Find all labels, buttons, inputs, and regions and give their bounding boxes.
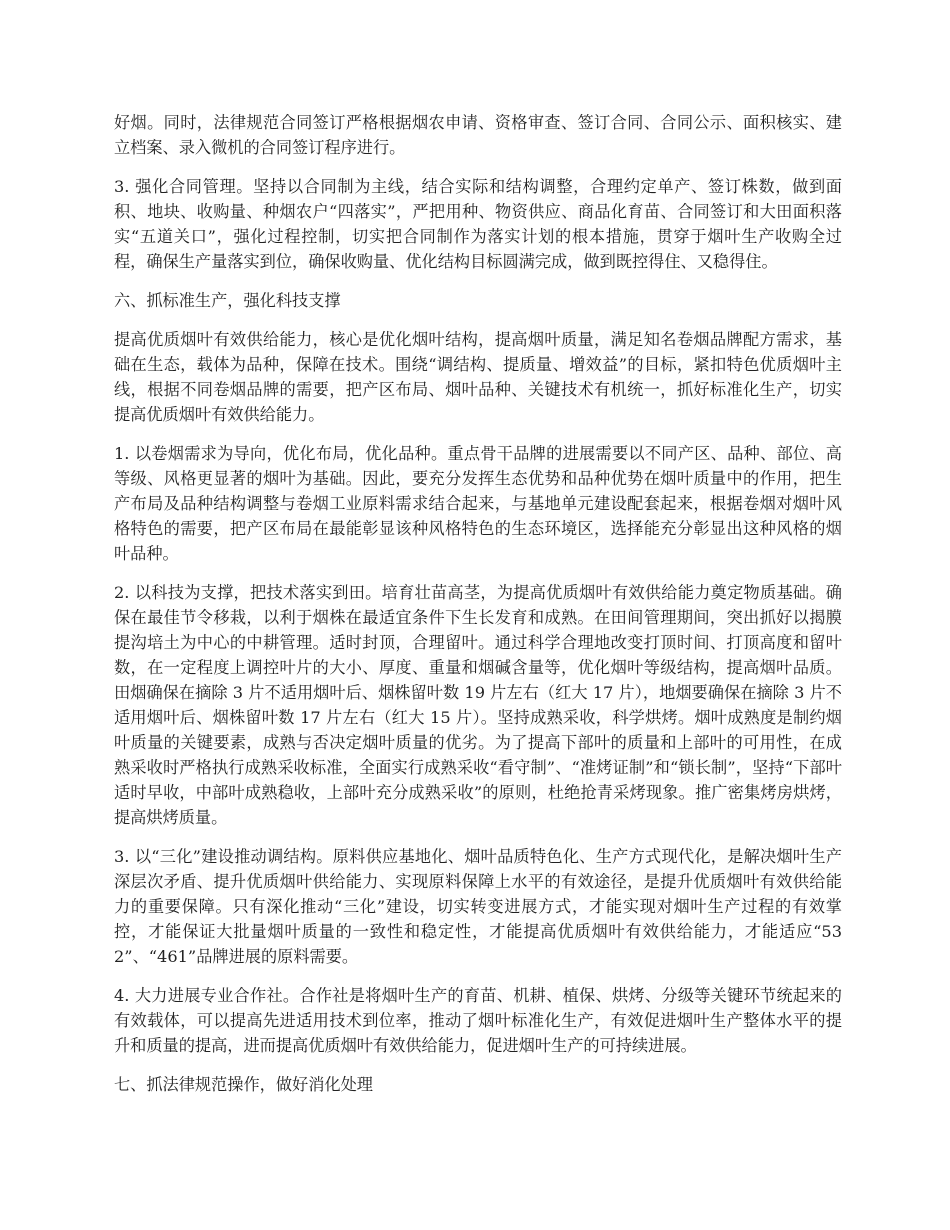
paragraph-three-modernizations: 3. 以“三化”建设推动调结构。原料供应基地化、烟叶品质特色化、生产方式现代化，是解决烟叶生产深层次矛盾、提升优质烟叶供给能力、实现原料保障上水平的有效途径，是提升优质烟叶有效供给能力的重要保障。只有深化推动“三化”建设，切实转变进展方式，才能实现对烟叶生产过程的有效掌控，才能保证大批量烟叶质量的一致性和稳定性，才能提高优质烟叶有效供给能力，才能适应“532”、“461”品牌进展的原料需要。: [114, 847, 842, 966]
paragraph-contract-management: 3. 强化合同管理。坚持以合同制为主线，结合实际和结构调整，合理约定单产、签订株数，做到面积、地块、收购量、种烟农户“四落实”，严把用种、物资供应、商品化育苗、合同签订和大田面积落实“五道关口”，强化过程控制，切实把合同制作为落实计划的根本措施，贯穿于烟叶生产收购全过程，确保生产量落实到位，确保收购量、优化结构目标圆满完成，做到既控得住、又稳得住。: [114, 177, 842, 271]
section-heading-six: 六、抓标准生产，强化科技支撑: [114, 291, 341, 310]
paragraph-layout-variety: 1. 以卷烟需求为导向，优化布局，优化品种。重点骨干品牌的进展需要以不同产区、品种、部位、高等级、风格更显著的烟叶为基础。因此，要充分发挥生态优势和品种优势在烟叶质量中的作用，把生产布局及品种结构调整与卷烟工业原料需求结合起来，与基地单元建设配套起来，根据卷烟对烟叶风格特色的需要，把产区布局在最能彰显该种风格特色的生态环境区，选择能充分彰显出这种风格的烟叶品种。: [114, 444, 842, 563]
paragraph-technology: 2. 以科技为支撑，把技术落实到田。培育壮苗高茎，为提高优质烟叶有效供给能力奠定物质基础。确保在最佳节令移栽，以利于烟株在最适宜条件下生长发育和成熟。在田间管理期间，突出抓好以揭膜提沟培土为中心的中耕管理。适时封顶，合理留叶。通过科学合理地改变打顶时间、打顶高度和留叶数，在一定程度上调控叶片的大小、厚度、重量和烟碱含量等，优化烟叶等级结构，提高烟叶品质。田烟确保在摘除 3 片不适用烟叶后、烟株留叶数 19 片左右（红大 17 片），地烟要确保在摘除 3 片不适用烟叶后、烟株留叶数 17 片左右（红大 15 片）。坚持成熟采收，科学烘烤。烟叶成熟度是制约烟叶质量的关键要素，成熟与否决定烟叶质量的优劣。为了提高下部叶的质量和上部叶的可用性，在成熟采收时严格执行成熟采收标准，全面实行成熟采收“看守制”、“准烤证制”和“锁长制”，坚持“下部叶适时早收，中部叶成熟稳收，上部叶充分成熟采收”的原则，杜绝抢青采烤现象。推广密集烤房烘烤，提高烘烤质量。: [114, 583, 842, 827]
section-heading-seven: 七、抓法律规范操作，做好消化处理: [114, 1075, 373, 1094]
paragraph-cooperatives: 4. 大力进展专业合作社。合作社是将烟叶生产的育苗、机耕、植保、烘烤、分级等关键环节统起来的有效载体，可以提高先进适用技术到位率，推动了烟叶标准化生产，有效促进烟叶生产整体水平的提升和质量的提高，进而提高优质烟叶有效供给能力，促进烟叶生产的可持续进展。: [114, 986, 842, 1055]
paragraph-supply-capacity: 提高优质烟叶有效供给能力，核心是优化烟叶结构，提高烟叶质量，满足知名卷烟品牌配方需求，基础在生态，载体为品种，保障在技术。围绕“调结构、提质量、增效益”的目标，紧扣特色优质烟叶主线，根据不同卷烟品牌的需要，把产区布局、烟叶品种、关键技术有机统一，抓好标准化生产，切实提高优质烟叶有效供给能力。: [114, 330, 842, 424]
paragraph-contract-procedure: 好烟。同时，法律规范合同签订严格根据烟农申请、资格审查、签订合同、合同公示、面积核实、建立档案、录入微机的合同签订程序进行。: [114, 113, 842, 157]
document-body: [114, 110, 842, 1111]
